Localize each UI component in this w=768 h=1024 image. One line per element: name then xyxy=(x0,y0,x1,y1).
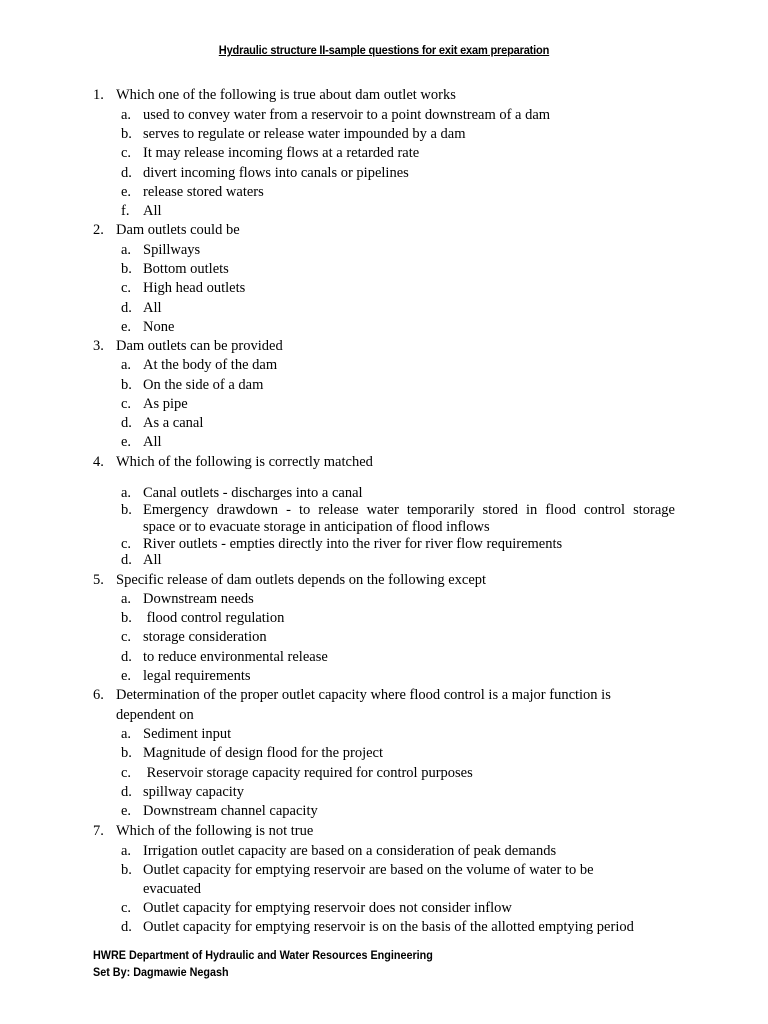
option-letter: d. xyxy=(121,165,132,181)
option-letter: d. xyxy=(121,919,132,935)
option-letter: e. xyxy=(121,184,132,200)
option-letter: b. xyxy=(121,610,132,626)
option-text: Sediment input xyxy=(143,726,232,742)
question-text: Specific release of dam outlets depends on the following except xyxy=(116,572,487,588)
option-text: All xyxy=(143,300,162,316)
footer-author: Set By: Dagmawie Negash xyxy=(93,965,229,979)
question-number: 1. xyxy=(93,87,104,103)
option-letter: c. xyxy=(121,536,132,552)
option-letter: d. xyxy=(121,300,132,316)
option-text-continued: space or to evacuate storage in anticipation of flood inflows xyxy=(143,519,490,535)
option-text: All xyxy=(143,434,162,450)
footer-department: HWRE Department of Hydraulic and Water Resources Engineering xyxy=(93,948,433,962)
option-letter: c. xyxy=(121,900,132,916)
option-letter: b. xyxy=(121,126,132,142)
option-letter: d. xyxy=(121,415,132,431)
option-text: As a canal xyxy=(143,415,204,431)
question-number: 3. xyxy=(93,338,104,354)
option-letter: a. xyxy=(121,242,132,258)
option-text: spillway capacity xyxy=(143,784,245,800)
option-letter: f. xyxy=(121,203,130,219)
option-letter: c. xyxy=(121,629,132,645)
option-letter: b. xyxy=(121,502,132,518)
option-text: It may release incoming flows at a retarded rate xyxy=(143,145,420,161)
option-letter: b. xyxy=(121,862,132,878)
option-text: At the body of the dam xyxy=(143,357,278,373)
question-text: Dam outlets could be xyxy=(116,222,240,238)
option-letter: c. xyxy=(121,396,132,412)
option-text: Reservoir storage capacity required for control purposes xyxy=(143,765,473,781)
option-text: serves to regulate or release water impounded by a dam xyxy=(143,126,466,142)
option-text: Irrigation outlet capacity are based on a consideration of peak demands xyxy=(143,843,557,859)
option-text: Outlet capacity for emptying reservoir is on the basis of the allotted emptying period xyxy=(143,919,634,935)
option-text-continued: evacuated xyxy=(143,881,201,897)
question-text: Which of the following is not true xyxy=(116,823,314,839)
option-letter: d. xyxy=(121,552,132,568)
option-text: On the side of a dam xyxy=(143,377,264,393)
option-letter: d. xyxy=(121,649,132,665)
option-letter: e. xyxy=(121,319,132,335)
option-text: River outlets - empties directly into the river for river flow requirements xyxy=(143,536,563,552)
option-text: used to convey water from a reservoir to a point downstream of a dam xyxy=(143,107,551,123)
option-text: Downstream needs xyxy=(143,591,254,607)
option-letter: c. xyxy=(121,280,132,296)
question-number: 2. xyxy=(93,222,104,238)
option-letter: a. xyxy=(121,726,132,742)
option-text: Canal outlets - discharges into a canal xyxy=(143,485,363,501)
option-text: Downstream channel capacity xyxy=(143,803,318,819)
question-number: 6. xyxy=(93,687,104,703)
option-text: Outlet capacity for emptying reservoir does not consider inflow xyxy=(143,900,512,916)
question-text: Dam outlets can be provided xyxy=(116,338,283,354)
option-text: flood control regulation xyxy=(143,610,285,626)
option-letter: b. xyxy=(121,745,132,761)
question-text-continued: dependent on xyxy=(116,707,194,723)
option-text: All xyxy=(143,552,162,568)
option-letter: d. xyxy=(121,784,132,800)
option-letter: a. xyxy=(121,107,132,123)
option-letter: e. xyxy=(121,803,132,819)
option-letter: c. xyxy=(121,765,132,781)
option-text: divert incoming flows into canals or pipelines xyxy=(143,165,409,181)
option-letter: b. xyxy=(121,377,132,393)
option-text: Spillways xyxy=(143,242,201,258)
option-letter: e. xyxy=(121,668,132,684)
question-text: Which one of the following is true about dam outlet works xyxy=(116,87,456,103)
option-text: All xyxy=(143,203,162,219)
option-letter: e. xyxy=(121,434,132,450)
option-text: Emergency drawdown - to release water temporarily stored in flood control storage xyxy=(143,502,675,518)
question-number: 4. xyxy=(93,454,104,470)
option-letter: a. xyxy=(121,485,132,501)
question-text: Determination of the proper outlet capacity where flood control is a major function is xyxy=(116,687,611,703)
option-letter: a. xyxy=(121,843,132,859)
question-number: 7. xyxy=(93,823,104,839)
option-letter: a. xyxy=(121,357,132,373)
option-text: release stored waters xyxy=(143,184,264,200)
option-text: Magnitude of design flood for the project xyxy=(143,745,383,761)
option-letter: a. xyxy=(121,591,132,607)
question-number: 5. xyxy=(93,572,104,588)
option-letter: c. xyxy=(121,145,132,161)
option-text: Bottom outlets xyxy=(143,261,229,277)
question-text: Which of the following is correctly matched xyxy=(116,454,373,470)
document-title: Hydraulic structure II-sample questions for exit exam preparation xyxy=(218,43,550,57)
option-text: High head outlets xyxy=(143,280,246,296)
option-text: None xyxy=(143,319,175,335)
option-text: to reduce environmental release xyxy=(143,649,328,665)
option-letter: b. xyxy=(121,261,132,277)
option-text: As pipe xyxy=(143,396,188,412)
option-text: legal requirements xyxy=(143,668,251,684)
option-text: storage consideration xyxy=(143,629,267,645)
option-text: Outlet capacity for emptying reservoir are based on the volume of water to be xyxy=(143,862,594,878)
